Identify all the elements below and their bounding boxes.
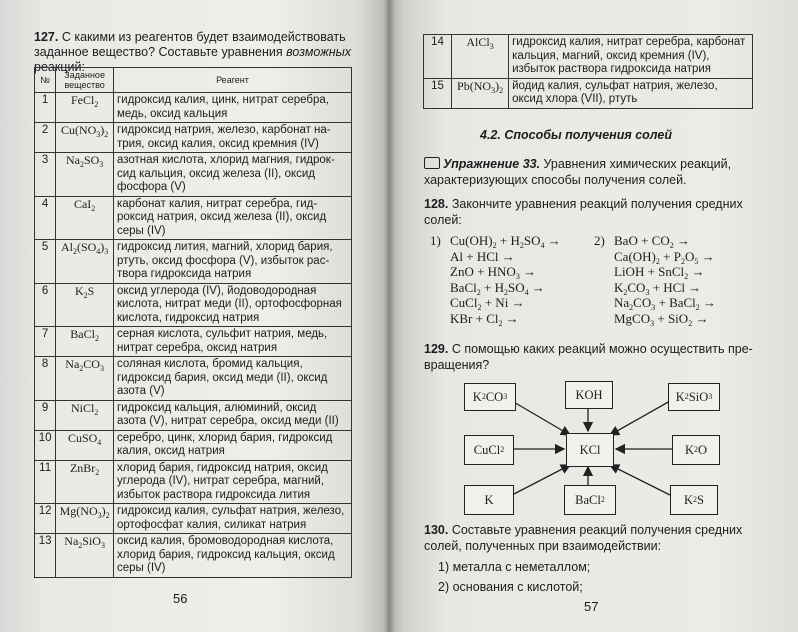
option-2: 2) основания с кислотой; [438,580,583,594]
row-number: 15 [424,78,452,108]
row-reagent: оксид углерода (IV), йодоводородная кислота, нитрат меди (II), ортофосфорная кислота, гидроксид натрия [113,283,351,327]
table-row [35,400,352,430]
row-reagent: хлорид бария, гидроксид натрия, оксид углерода (IV), нитрат серебра, магний, избыток раствора гидроксида лития [113,460,351,504]
table-row [35,460,352,504]
row-number: 9 [35,400,56,430]
equation: $K_2CO_3$ + HCl → [614,279,702,297]
arrow-k2co3 [512,401,570,435]
node-k2co3: K 2 CO 3 [464,383,516,411]
row-substance: $Na_2CO_3$ [56,357,114,401]
row-number: 1 [35,93,56,123]
row-number: 11 [35,460,56,504]
row-reagent: гидроксид натрия, железо, карбонат натрия, оксид калия, оксид кремния (IV) [113,123,351,153]
header-substance: Заданное вещество [56,68,114,93]
row-number: 6 [35,283,56,327]
row-number: 7 [35,327,56,357]
q130-text: Составьте уравнения реакций получения средних солей, полученных при взаимодействии: [424,523,743,553]
equation: MgCO$_3$ + SiO$_2$ → [614,310,709,328]
row-number: 12 [35,504,56,534]
row-reagent: серебро, цинк, хлорид бария, гидроксид калия, оксид натрия [113,430,351,460]
arrow-k2sio3 [610,401,670,435]
table-row [35,283,352,327]
row-reagent: серная кислота, сульфит натрия, медь, нитрат серебра, оксид натрия [113,327,351,357]
row-substance: ZnBr$_2$ [56,460,114,504]
arrow-k [512,465,570,495]
exercise-label: Упражнение 33. [443,157,541,171]
node-k: K [464,485,514,515]
eq-col2-label: 2) [594,233,605,248]
question-128 [424,196,754,228]
table-row [35,123,352,153]
row-reagent: йодид калия, сульфат натрия, железо, оксид хлора (VII), ртуть [509,78,753,108]
equations-column-1 [450,233,561,326]
question-130 [424,522,754,554]
row-substance: $Pb(NO_3)_2$ [452,78,509,108]
equation: LiOH + SnCl$_2$ → [614,264,705,281]
equation: $Na_2CO_3$ + BaCl$_2$ → [614,295,717,312]
q127-text-a: С какими из реагентов будет взаимодействовать заданное вещество? Составьте уравнения [34,30,346,59]
q127-text-em: возможных [286,45,352,59]
row-reagent: соляная кислота, бромид кальция, гидроксид бария, оксид меди (II), оксид азота (V) [113,357,351,401]
section-title: 4.2. Способы получения солей [480,128,672,142]
row-substance: CuSO$_4$ [56,430,114,460]
node-kcl-center: KCl [566,433,614,467]
row-reagent: карбонат калия, нитрат серебра, гидроксид натрия, оксид железа (II), оксид серы (IV) [113,196,351,240]
row-substance: $K_2S$ [56,283,114,327]
row-number: 5 [35,240,56,284]
equation: ZnO + $HNO_3$ → [450,264,537,281]
row-substance: BaCl$_2$ [56,327,114,357]
equations-column-2 [614,233,716,326]
row-reagent: гидроксид калия, цинк, нитрат серебра, медь, оксид кальция [113,93,351,123]
q128-text: Закончите уравнения реакций получения средних солей: [424,197,743,227]
equation: BaO + $CO_2$ → [614,233,690,250]
question-129 [424,341,754,373]
equation: Al + HCl → [450,248,515,264]
arrow-k2s [610,465,670,495]
row-number: 14 [424,35,452,79]
row-number: 3 [35,153,56,197]
table-row [35,240,352,284]
row-substance: CaI$_2$ [56,196,114,240]
row-reagent: азотная кислота, хлорид магния, гидроксид кальция, оксид железа (II), оксид фосфора (V) [113,153,351,197]
row-reagent: гидроксид лития, магний, хлорид бария, ртуть, оксид фосфора (V), избыток раствора гидроксида натрия [113,240,351,284]
row-substance: $Al_2(SO_4)_3$ [56,240,114,284]
row-number: 2 [35,123,56,153]
reagents-table [34,67,352,578]
row-reagent: гидроксид калия, сульфат натрия, железо, ортофосфат калия, силикат натрия [113,504,351,534]
node-cucl2: CuCl 2 [464,435,514,465]
table-row [35,534,352,578]
q130-options [438,557,590,597]
q127-text-b: реакций: [34,60,85,74]
table-row [35,93,352,123]
node-k2sio3: K 2 SiO 3 [668,383,720,411]
table-body-continued [424,35,753,109]
page-number-left: 56 [173,591,188,606]
table-row [35,327,352,357]
eq-col1-label: 1) [430,233,441,248]
row-substance: $Na_2SiO_3$ [56,534,114,578]
page-number-right: 57 [584,599,599,614]
table-row [35,430,352,460]
row-substance: $Na_2SO_3$ [56,153,114,197]
left-page [0,0,388,632]
row-reagent: гидроксид кальция, алюминий, оксид азота (V), нитрат серебра, оксид меди (II) [113,400,351,430]
table-row [35,153,352,197]
q129-number: 129. [424,342,449,356]
equation: KBr + $Cl_2$ → [450,310,519,328]
equation: $Cu(OH)_2 + H_2SO_4$ → [450,233,561,250]
table-row [424,78,753,108]
row-substance: FeCl$_2$ [56,93,114,123]
exercise-33 [424,156,754,188]
header-number: № [35,68,56,93]
conversion-diagram [420,373,740,523]
reagents-table-continued [423,34,753,109]
node-bacl2: BaCl 2 [564,485,616,515]
row-number: 13 [35,534,56,578]
q128-number: 128. [424,197,449,211]
equation: $Ca(OH)_2 + P_2O_5$ → [614,248,715,266]
equation: CuCl$_2$ + Ni → [450,295,525,312]
node-koh: KOH [565,381,613,409]
exercise-arrow-icon [424,157,440,169]
table-row [35,196,352,240]
node-k2o: K 2 O [672,435,720,465]
table-body [35,93,352,578]
row-substance: $Cu(NO_3)_2$ [56,123,114,153]
equation: BaCl$_2$ + $H_2SO_4$ → [450,279,545,297]
table-row [424,35,753,79]
row-substance: AlCl$_3$ [452,35,509,79]
exercise-text: Уравнения химических реакций, характеризующих способы получения солей. [424,157,732,187]
row-number: 8 [35,357,56,401]
q130-number: 130. [424,523,449,537]
book-gutter [383,0,395,632]
table-header-row [35,68,352,93]
row-substance: $Mg(NO_3)_2$ [56,504,114,534]
row-number: 10 [35,430,56,460]
q129-text: С помощью каких реакций можно осуществить превращения? [424,342,753,372]
row-reagent: оксид калия, бромоводородная кислота, хлорид бария, гидроксид кальция, оксид серы (IV) [113,534,351,578]
node-k2s: K 2 S [670,485,718,515]
row-reagent: гидроксид калия, нитрат серебра, карбонат кальция, магний, оксид кремния (IV), избыток раствора гидроксида натрия [509,35,753,79]
row-number: 4 [35,196,56,240]
option-1: 1) металла с неметаллом; [438,560,591,574]
row-substance: NiCl$_2$ [56,400,114,430]
table-row [35,504,352,534]
table-row [35,357,352,401]
header-reagent: Реагент [113,68,351,93]
q127-number: 127. [34,30,59,44]
